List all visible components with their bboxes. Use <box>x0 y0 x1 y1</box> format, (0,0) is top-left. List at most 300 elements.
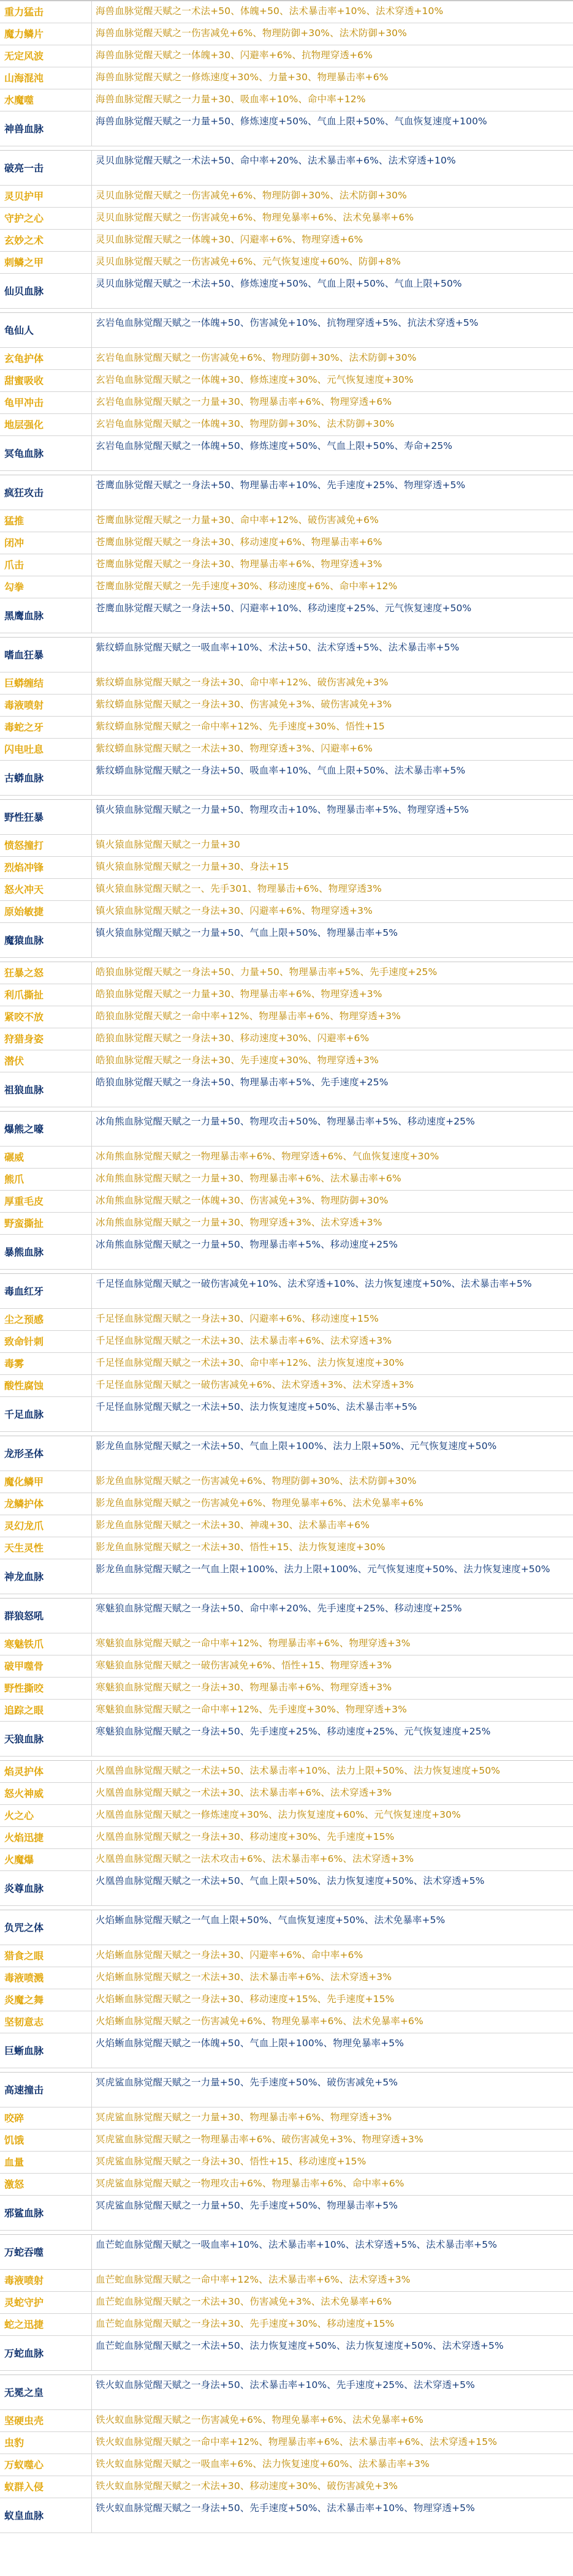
talent-row <box>0 1945 573 1967</box>
talent-description: 玄岩龟血脉觉醒天赋之一体魄+50、伤害减免+10%、抗物理穿透+5%、抗法术穿透+5% <box>96 317 479 328</box>
talent-name: 熊爪 <box>0 1169 92 1190</box>
talent-description: 血芒蛇血脉觉醒天赋之一吸血率+10%、法术暴击率+10%、法术穿透+5%、法术暴击率+5% <box>96 2239 498 2250</box>
talent-row <box>0 1559 573 1594</box>
talent-name: 古蟒血脉 <box>0 761 92 795</box>
bloodline-group <box>0 1436 573 1594</box>
talent-row <box>0 1849 573 1871</box>
talent-name: 仙贝血脉 <box>0 274 92 308</box>
talent-description: 镇火猿血脉觉醒天赋之一力量+50、气血上限+50%、物理暴击率+5% <box>96 927 398 938</box>
talent-description: 火凰兽血脉觉醒天赋之一身法+30、移动速度+30%、先手速度+15% <box>96 1831 395 1842</box>
talent-description: 千足怪血脉觉醒天赋之一术法+50、法力恢复速度+50%、法术暴击率+5% <box>96 1401 417 1412</box>
talent-name: 坚韧意志 <box>0 2011 92 2033</box>
talent-name: 野性狂暴 <box>0 800 92 834</box>
talent-row <box>0 598 573 633</box>
talent-description: 紫纹蟒血脉觉醒天赋之一身法+50、吸血率+10%、气血上限+50%、法术暴击率+5% <box>96 765 466 776</box>
talent-description: 冥虎鲨血脉觉醒天赋之一物理暴击率+6%、破伤害减免+3%、物理穿透+3% <box>96 2134 423 2145</box>
talent-description: 千足怪血脉觉醒天赋之一身法+30、闪避率+6%、移动速度+15% <box>96 1313 379 1324</box>
talent-name: 神兽血脉 <box>0 111 92 146</box>
talent-name: 怒火冲天 <box>0 879 92 900</box>
talent-name: 龟甲冲击 <box>0 392 92 413</box>
talent-description: 冥虎鲨血脉觉醒天赋之一力量+30、物理暴击率+6%、物理穿透+3% <box>96 2112 392 2123</box>
talent-description: 镇火猿血脉觉醒天赋之一力量+50、物理攻击+10%、物理暴击率+5%、物理穿透+5% <box>96 804 469 815</box>
talent-row <box>0 1827 573 1849</box>
talent-row <box>0 901 573 923</box>
talent-name: 野性撕咬 <box>0 1678 92 1699</box>
talent-description: 寒魅狼血脉觉醒天赋之一命中率+12%、物理暴击率+6%、物理穿透+3% <box>96 1638 411 1649</box>
talent-description: 紫纹蟒血脉觉醒天赋之一命中率+12%、先手速度+30%、悟性+15 <box>96 721 385 732</box>
talent-name: 黑鹰血脉 <box>0 598 92 633</box>
talent-description: 冰角熊血脉觉醒天赋之一物理暴击率+6%、物理穿透+6%、气血恢复速度+30% <box>96 1151 439 1162</box>
talent-description: 镇火猿血脉觉醒天赋之一力量+30 <box>96 839 240 850</box>
talent-description: 镇火猿血脉觉醒天赋之一力量+30、身法+15 <box>96 861 289 872</box>
talent-name: 蛇之迅捷 <box>0 2314 92 2335</box>
talent-description: 玄岩龟血脉觉醒天赋之一力量+30、物理暴击率+6%、物理穿透+6% <box>96 396 392 407</box>
talent-row <box>0 89 573 111</box>
talent-name: 魔猿血脉 <box>0 923 92 957</box>
talent-row <box>0 2033 573 2068</box>
talent-row <box>0 252 573 274</box>
bloodline-group <box>0 637 573 796</box>
talent-description: 影龙鱼血脉觉醒天赋之一术法+30、神魂+30、法术暴击率+6% <box>96 1520 370 1531</box>
talent-description: 火焰蜥血脉觉醒天赋之一身法+30、闪避率+6%、命中率+6% <box>96 1949 363 1960</box>
talent-description: 火凰兽血脉觉醒天赋之一术法+50、气血上限+50%、法力恢复速度+50%、法术穿透+5% <box>96 1875 485 1886</box>
talent-description: 灵贝血脉觉醒天赋之一伤害减免+6%、物理免暴率+6%、法术免暴率+6% <box>96 212 414 223</box>
talent-row <box>0 414 573 436</box>
talent-row <box>0 1471 573 1493</box>
talent-description: 紫纹蟒血脉觉醒天赋之一身法+30、伤害减免+3%、破伤害减免+3% <box>96 699 392 710</box>
talent-description: 镇火猿血脉觉醒天赋之一、先手301、物理暴击+6%、物理穿透3% <box>96 883 382 894</box>
talent-row <box>0 1050 573 1072</box>
talent-description: 影龙鱼血脉觉醒天赋之一伤害减免+6%、物理免暴率+6%、法术免暴率+6% <box>96 1497 423 1508</box>
bloodline-group <box>0 475 573 633</box>
talent-name: 怒火神威 <box>0 1783 92 1804</box>
talent-row <box>0 1309 573 1331</box>
talent-row <box>0 532 573 554</box>
talent-row <box>0 1147 573 1169</box>
talent-description: 寒魅狼血脉觉醒天赋之一身法+50、命中率+20%、先手速度+25%、移动速度+25% <box>96 1603 462 1614</box>
talent-row <box>0 1 573 23</box>
talent-row <box>0 1331 573 1353</box>
talent-description: 皓狼血脉觉醒天赋之一身法+30、移动速度+30%、闪避率+6% <box>96 1033 370 1044</box>
talent-description: 冰角熊血脉觉醒天赋之一力量+50、物理攻击+50%、物理暴击率+5%、移动速度+25% <box>96 1116 475 1127</box>
talent-row <box>0 2174 573 2196</box>
talent-row <box>0 1599 573 1633</box>
talent-row <box>0 151 573 186</box>
bloodline-group <box>0 150 573 309</box>
bloodline-group <box>0 312 573 471</box>
talent-description: 灵贝血脉觉醒天赋之一术法+50、命中率+20%、法术暴击率+6%、法术穿透+10% <box>96 155 456 166</box>
talent-name: 闪电吐息 <box>0 739 92 760</box>
talent-row <box>0 510 573 532</box>
talent-name: 万蚁噬心 <box>0 2454 92 2476</box>
talent-description: 灵贝血脉觉醒天赋之一体魄+30、闪避率+6%、物理穿透+6% <box>96 234 363 245</box>
talent-name: 利爪撕扯 <box>0 984 92 1006</box>
talent-row <box>0 436 573 471</box>
talent-description: 血芒蛇血脉觉醒天赋之一命中率+12%、法术暴击率+6%、法术穿透+3% <box>96 2274 411 2285</box>
talent-name: 龟仙人 <box>0 313 92 347</box>
talent-row <box>0 111 573 146</box>
talent-row <box>0 835 573 857</box>
bloodline-group <box>0 2234 573 2371</box>
talent-description: 苍鹰血脉觉醒天赋之一力量+30、命中率+12%、破伤害减免+6% <box>96 514 379 525</box>
talent-name: 原始敏捷 <box>0 901 92 922</box>
talent-description: 铁火蚁血脉觉醒天赋之一命中率+12%、物理暴击率+6%、法术暴击率+6%、法术穿透+15% <box>96 2436 498 2447</box>
talent-row <box>0 2073 573 2107</box>
talent-row <box>0 1761 573 1783</box>
talent-description: 火焰蜥血脉觉醒天赋之一体魄+50、气血上限+100%、物理免暴率+5% <box>96 2038 404 2049</box>
talent-row <box>0 1989 573 2011</box>
talent-row <box>0 2498 573 2533</box>
talent-row <box>0 2107 573 2130</box>
talent-name: 尘之预感 <box>0 1309 92 1330</box>
talent-name: 火之心 <box>0 1805 92 1826</box>
talent-row <box>0 1169 573 1191</box>
talent-name: 猎食之眼 <box>0 1945 92 1967</box>
talent-row <box>0 1537 573 1559</box>
talent-name: 破亮一击 <box>0 151 92 185</box>
talent-row <box>0 1805 573 1827</box>
talent-name: 虫豹 <box>0 2432 92 2454</box>
talent-description: 铁火蚁血脉觉醒天赋之一术法+30、移动速度+30%、破伤害减免+3% <box>96 2480 398 2491</box>
talent-row <box>0 800 573 835</box>
talent-name: 愤怒撞打 <box>0 835 92 856</box>
talent-name: 山海混沌 <box>0 67 92 89</box>
talent-row <box>0 638 573 672</box>
talent-row <box>0 1353 573 1375</box>
talent-row <box>0 208 573 230</box>
talent-name: 灵贝护甲 <box>0 186 92 207</box>
talent-row <box>0 1700 573 1722</box>
talent-description: 影龙鱼血脉觉醒天赋之一伤害减免+6%、物理防御+30%、法术防御+30% <box>96 1475 417 1486</box>
talent-row <box>0 348 573 370</box>
talent-description: 冰角熊血脉觉醒天赋之一力量+30、物理穿透+3%、法术穿透+3% <box>96 1217 382 1228</box>
talent-row <box>0 1028 573 1050</box>
talent-description: 千足怪血脉觉醒天赋之一破伤害减免+6%、法术穿透+3%、法术穿透+3% <box>96 1379 414 1390</box>
talent-description: 皓狼血脉觉醒天赋之一身法+50、物理暴击率+5%、先手速度+25% <box>96 1077 389 1088</box>
talent-description: 寒魅狼血脉觉醒天赋之一命中率+12%、先手速度+30%、物理穿透+3% <box>96 1704 407 1715</box>
talent-name: 祖狼血脉 <box>0 1072 92 1107</box>
talent-description: 玄岩龟血脉觉醒天赋之一伤害减免+6%、物理防御+30%、法术防御+30% <box>96 352 417 363</box>
talent-row <box>0 554 573 576</box>
talent-name: 群狼怒吼 <box>0 1599 92 1633</box>
talent-description: 玄岩龟血脉觉醒天赋之一体魄+30、物理防御+30%、法术防御+30% <box>96 418 395 429</box>
talent-name: 蚁皇血脉 <box>0 2498 92 2533</box>
talent-description: 铁火蚁血脉觉醒天赋之一伤害减免+6%、物理免暴率+6%、法术免暴率+6% <box>96 2414 423 2425</box>
talent-description: 皓狼血脉觉醒天赋之一力量+30、物理暴击率+6%、物理穿透+3% <box>96 989 382 1000</box>
talent-name: 刺鳞之甲 <box>0 252 92 273</box>
talent-name: 守护之心 <box>0 208 92 229</box>
talent-description: 冰角熊血脉觉醒天赋之一力量+50、物理暴击率+5%、移动速度+25% <box>96 1239 398 1250</box>
talent-row <box>0 672 573 695</box>
talent-row <box>0 2432 573 2454</box>
talent-description: 灵贝血脉觉醒天赋之一伤害减免+6%、元气恢复速度+60%、防御+8% <box>96 256 401 267</box>
talent-row <box>0 695 573 717</box>
talent-row <box>0 67 573 89</box>
talent-row <box>0 1871 573 1906</box>
talent-description: 冥虎鲨血脉觉醒天赋之一力量+50、先手速度+50%、破伤害减免+5% <box>96 2077 398 2088</box>
bloodline-group <box>0 799 573 958</box>
talent-row <box>0 1072 573 1107</box>
talent-description: 海兽血脉觉醒天赋之一力量+50、修炼速度+50%、气血上限+50%、气血恢复速度+100% <box>96 116 487 127</box>
talent-row <box>0 2314 573 2336</box>
talent-description: 苍鹰血脉觉醒天赋之一身法+50、物理暴击率+10%、先手速度+25%、物理穿透+5% <box>96 480 466 491</box>
talent-description: 火凰兽血脉觉醒天赋之一法术攻击+6%、法术暴击率+6%、法术穿透+3% <box>96 1853 414 1864</box>
talent-name: 狂暴之怒 <box>0 962 92 984</box>
talent-name: 酸性腐蚀 <box>0 1375 92 1396</box>
talent-row <box>0 475 573 510</box>
talent-description: 千足怪血脉觉醒天赋之一破伤害减免+10%、法术穿透+10%、法力恢复速度+50%、法术暴击率+5% <box>96 1278 532 1289</box>
talent-row <box>0 1967 573 1989</box>
talent-name: 蚁群入侵 <box>0 2476 92 2498</box>
talent-row <box>0 576 573 598</box>
talent-row <box>0 2336 573 2371</box>
talent-row <box>0 1515 573 1537</box>
talent-row <box>0 23 573 45</box>
talent-name: 毒液喷射 <box>0 2270 92 2291</box>
talent-name: 天狼血脉 <box>0 1722 92 1756</box>
talent-description: 海兽血脉觉醒天赋之一体魄+30、闪避率+6%、抗物理穿透+6% <box>96 50 373 61</box>
talent-name: 焰灵护体 <box>0 1761 92 1782</box>
talent-name: 猛推 <box>0 510 92 532</box>
talent-description: 冥虎鲨血脉觉醒天赋之一物理攻击+6%、物理暴击率+6%、命中率+6% <box>96 2178 404 2189</box>
talent-description: 皓狼血脉觉醒天赋之一命中率+12%、物理暴击率+6%、物理穿透+3% <box>96 1011 401 1022</box>
talent-description: 海兽血脉觉醒天赋之一伤害减免+6%、物理防御+30%、法术防御+30% <box>96 28 407 39</box>
talent-description: 火凰兽血脉觉醒天赋之一术法+50、法术暴击率+10%、法力上限+50%、法力恢复速度+50% <box>96 1765 501 1776</box>
talent-name: 玄龟护体 <box>0 348 92 369</box>
talent-description: 铁火蚁血脉觉醒天赋之一身法+50、法术暴击率+10%、先手速度+25%、法术穿透+5% <box>96 2379 475 2390</box>
talent-name: 千足血脉 <box>0 1397 92 1431</box>
talent-row <box>0 1910 573 1945</box>
talent-row <box>0 2270 573 2292</box>
talent-description: 皓狼血脉觉醒天赋之一身法+30、先手速度+30%、物理穿透+3% <box>96 1055 379 1066</box>
talent-name: 毒液喷溅 <box>0 1967 92 1989</box>
talent-row <box>0 313 573 348</box>
talent-name: 碾威 <box>0 1147 92 1168</box>
talent-row <box>0 1722 573 1757</box>
talent-name: 巨蜥血脉 <box>0 2033 92 2068</box>
talent-row <box>0 761 573 796</box>
talent-name: 玄妙之术 <box>0 230 92 251</box>
talent-name: 火魔爆 <box>0 1849 92 1870</box>
talent-row <box>0 2454 573 2476</box>
talent-name: 坚硬虫壳 <box>0 2410 92 2431</box>
talent-description: 火凰兽血脉觉醒天赋之一修炼速度+30%、法力恢复速度+60%、元气恢复速度+30% <box>96 1809 461 1820</box>
talent-name: 疯狂攻击 <box>0 475 92 510</box>
talent-description: 冰角熊血脉觉醒天赋之一体魄+30、伤害减免+3%、物理防御+30% <box>96 1195 389 1206</box>
talent-description: 火焰蜥血脉觉醒天赋之一术法+30、法术暴击率+6%、法术穿透+3% <box>96 1972 392 1983</box>
talent-description: 铁火蚁血脉觉醒天赋之一身法+50、先手速度+50%、法术暴击率+10%、物理穿透+5% <box>96 2503 475 2514</box>
talent-description: 铁火蚁血脉觉醒天赋之一吸血率+6%、法力恢复速度+60%、法术暴击率+3% <box>96 2458 430 2469</box>
talent-name: 毒蛇之牙 <box>0 717 92 738</box>
talent-name: 火焰迅捷 <box>0 1827 92 1848</box>
talent-row <box>0 717 573 739</box>
talent-row <box>0 1436 573 1471</box>
talent-name: 重力猛击 <box>0 1 92 23</box>
talent-name: 毒雾 <box>0 1353 92 1374</box>
talent-row <box>0 1633 573 1655</box>
talent-row <box>0 923 573 958</box>
talent-row <box>0 2292 573 2314</box>
talent-row <box>0 1191 573 1213</box>
talent-description: 苍鹰血脉觉醒天赋之一身法+50、闪避率+10%、移动速度+25%、元气恢复速度+50% <box>96 603 472 614</box>
talent-row <box>0 1397 573 1432</box>
talent-row <box>0 1006 573 1028</box>
talent-row <box>0 1678 573 1700</box>
talent-description: 血芒蛇血脉觉醒天赋之一术法+30、伤害减免+3%、法术免暴率+6% <box>96 2296 392 2307</box>
talent-row <box>0 2476 573 2498</box>
talent-row <box>0 1655 573 1678</box>
talent-description: 寒魅狼血脉觉醒天赋之一身法+50、先手速度+25%、移动速度+25%、元气恢复速度+25% <box>96 1726 491 1737</box>
talent-row <box>0 274 573 309</box>
talent-description: 苍鹰血脉觉醒天赋之一身法+30、移动速度+6%、物理暴击率+6% <box>96 537 382 548</box>
talent-name: 高速撞击 <box>0 2073 92 2107</box>
talent-description: 火焰蜥血脉觉醒天赋之一气血上限+50%、气血恢复速度+50%、法术免暴率+5% <box>96 1915 446 1926</box>
talent-name: 爪击 <box>0 554 92 576</box>
talent-description: 玄岩龟血脉觉醒天赋之一体魄+50、修炼速度+50%、气血上限+50%、寿命+25% <box>96 440 453 451</box>
talent-row <box>0 1783 573 1805</box>
talent-name: 神龙血脉 <box>0 1559 92 1594</box>
talent-name: 暴熊血脉 <box>0 1235 92 1269</box>
talent-row <box>0 370 573 392</box>
talent-name: 厚重毛皮 <box>0 1191 92 1212</box>
talent-description: 皓狼血脉觉醒天赋之一身法+50、力量+50、物理暴击率+5%、先手速度+25% <box>96 966 438 977</box>
talent-row <box>0 1213 573 1235</box>
talent-row <box>0 45 573 67</box>
talent-name: 狩猎身姿 <box>0 1028 92 1050</box>
talent-row <box>0 1375 573 1397</box>
talent-name: 炎尊血脉 <box>0 1871 92 1905</box>
talent-row <box>0 230 573 252</box>
talent-name: 饥饿 <box>0 2130 92 2151</box>
talent-name: 无定风波 <box>0 45 92 67</box>
talent-row <box>0 2130 573 2152</box>
talent-description: 冥虎鲨血脉觉醒天赋之一身法+30、悟性+15、移动速度+15% <box>96 2156 366 2167</box>
talent-row <box>0 186 573 208</box>
talent-description: 海兽血脉觉醒天赋之一力量+30、吸血率+10%、命中率+12% <box>96 94 366 105</box>
talent-description: 紫纹蟒血脉觉醒天赋之一吸血率+10%、术法+50、法术穿透+5%、法术暴击率+5% <box>96 642 460 653</box>
talent-name: 龙形圣体 <box>0 1436 92 1471</box>
talent-row <box>0 739 573 761</box>
talent-name: 巨蟒缠结 <box>0 672 92 694</box>
talent-row <box>0 1235 573 1270</box>
talent-name: 无冕之皇 <box>0 2375 92 2409</box>
talent-description: 玄岩龟血脉觉醒天赋之一体魄+30、修炼速度+30%、元气恢复速度+30% <box>96 374 414 385</box>
talent-name: 魔化鳞甲 <box>0 1471 92 1493</box>
talent-name: 勾拳 <box>0 576 92 598</box>
talent-description: 血芒蛇血脉觉醒天赋之一术法+50、法力恢复速度+50%、法力恢复速度+50%、法术穿透+5% <box>96 2340 504 2351</box>
talent-row <box>0 2152 573 2174</box>
talent-description: 苍鹰血脉觉醒天赋之一身法+30、物理暴击率+6%、物理穿透+3% <box>96 559 382 570</box>
talent-row <box>0 1274 573 1309</box>
bloodline-group <box>0 1760 573 1906</box>
bloodline-group <box>0 2375 573 2533</box>
talent-description: 千足怪血脉觉醒天赋之一术法+30、法术暴击率+6%、法术穿透+3% <box>96 1335 392 1346</box>
talent-name: 毒血红牙 <box>0 1274 92 1308</box>
talent-name: 咬碎 <box>0 2107 92 2129</box>
talent-description: 火焰蜥血脉觉醒天赋之一伤害减免+6%、物理免暴率+6%、法术免暴率+6% <box>96 2016 423 2027</box>
talent-description: 冰角熊血脉觉醒天赋之一力量+30、物理暴击率+6%、法术暴击率+6% <box>96 1173 401 1184</box>
talent-description: 千足怪血脉觉醒天赋之一术法+30、命中率+12%、法力恢复速度+30% <box>96 1357 404 1368</box>
talent-description: 影龙鱼血脉觉醒天赋之一术法+50、气血上限+100%、法力上限+50%、元气恢复速度+50% <box>96 1441 497 1452</box>
talent-name: 血量 <box>0 2152 92 2173</box>
bloodline-group <box>0 1 573 146</box>
talent-name: 炎魔之舞 <box>0 1989 92 2011</box>
talent-name: 万蛇血脉 <box>0 2336 92 2370</box>
talent-name: 破甲噬骨 <box>0 1655 92 1677</box>
talent-name: 激怒 <box>0 2174 92 2195</box>
talent-description: 镇火猿血脉觉醒天赋之一身法+30、闪避率+6%、物理穿透+3% <box>96 905 373 916</box>
talent-name: 龙鳞护体 <box>0 1493 92 1515</box>
talent-row <box>0 2375 573 2410</box>
talent-description: 寒魅狼血脉觉醒天赋之一破伤害减免+6%、悟性+15、物理穿透+3% <box>96 1660 392 1671</box>
talent-name: 爆熊之嚎 <box>0 1112 92 1146</box>
talent-row <box>0 857 573 879</box>
talent-row <box>0 1112 573 1147</box>
talent-name: 致命针刺 <box>0 1331 92 1352</box>
talent-name: 野蛮撕扯 <box>0 1213 92 1234</box>
talent-name: 嗜血狂暴 <box>0 638 92 672</box>
talent-name: 寒魅铁爪 <box>0 1633 92 1655</box>
talent-row <box>0 392 573 414</box>
bloodline-group <box>0 1910 573 2068</box>
talent-description: 灵贝血脉觉醒天赋之一伤害减免+6%、物理防御+30%、法术防御+30% <box>96 190 407 201</box>
talent-name: 毒液喷射 <box>0 695 92 716</box>
talent-name: 万蛇吞噬 <box>0 2235 92 2269</box>
talent-row <box>0 962 573 984</box>
talent-name: 冥龟血脉 <box>0 436 92 470</box>
talent-name: 水魔噬 <box>0 89 92 111</box>
talent-description: 苍鹰血脉觉醒天赋之一先手速度+30%、移动速度+6%、命中率+12% <box>96 581 398 592</box>
talent-row <box>0 2011 573 2033</box>
talent-description: 火凰兽血脉觉醒天赋之一术法+30、法术暴击率+6%、法术穿透+3% <box>96 1787 392 1798</box>
talent-name: 灵蛇守护 <box>0 2292 92 2313</box>
talent-description: 寒魅狼血脉觉醒天赋之一身法+30、物理暴击率+6%、物理穿透+3% <box>96 1682 392 1693</box>
talent-name: 甜蜜吸收 <box>0 370 92 391</box>
talent-name: 灵幻龙爪 <box>0 1515 92 1537</box>
talent-name: 魔力鳞片 <box>0 23 92 45</box>
talent-description: 血芒蛇血脉觉醒天赋之一身法+30、先手速度+30%、移动速度+15% <box>96 2318 395 2329</box>
talent-description: 灵贝血脉觉醒天赋之一术法+50、修炼速度+50%、气血上限+50%、气血上限+50% <box>96 278 462 289</box>
talent-row <box>0 2235 573 2270</box>
talent-name: 负咒之体 <box>0 1910 92 1945</box>
talent-name: 邪鲨血脉 <box>0 2196 92 2230</box>
bloodline-group <box>0 1273 573 1432</box>
talent-row <box>0 1493 573 1515</box>
talent-description: 海兽血脉觉醒天赋之一术法+50、体魄+50、法术暴击率+10%、法术穿透+10% <box>96 6 444 17</box>
talent-description: 冥虎鲨血脉觉醒天赋之一力量+50、先手速度+50%、物理暴击率+5% <box>96 2200 398 2211</box>
talent-description: 影龙鱼血脉觉醒天赋之一术法+30、悟性+15、法力恢复速度+30% <box>96 1542 385 1553</box>
talent-name: 潜伏 <box>0 1050 92 1072</box>
bloodline-group <box>0 1598 573 1757</box>
talent-row <box>0 984 573 1006</box>
bloodline-group <box>0 962 573 1107</box>
bloodline-group <box>0 1111 573 1270</box>
talent-description: 紫纹蟒血脉觉醒天赋之一身法+30、命中率+12%、破伤害减免+3% <box>96 677 389 688</box>
talent-description: 影龙鱼血脉觉醒天赋之一气血上限+100%、法力上限+100%、元气恢复速度+50%、法力恢复速度+50% <box>96 1564 550 1575</box>
talent-name: 地层强化 <box>0 414 92 435</box>
talent-name: 烈焰冲锋 <box>0 857 92 878</box>
talent-name: 紧咬不放 <box>0 1006 92 1028</box>
bloodline-group <box>0 2072 573 2231</box>
talent-row <box>0 879 573 901</box>
talent-description: 火焰蜥血脉觉醒天赋之一身法+30、移动速度+15%、先手速度+15% <box>96 1994 395 2005</box>
talent-name: 追踪之眼 <box>0 1700 92 1721</box>
talent-name: 天生灵性 <box>0 1537 92 1559</box>
talent-name: 闭冲 <box>0 532 92 554</box>
talent-row <box>0 2410 573 2432</box>
talent-row <box>0 2196 573 2231</box>
talent-description: 紫纹蟒血脉觉醒天赋之一术法+30、物理穿透+3%、闪避率+6% <box>96 743 373 754</box>
